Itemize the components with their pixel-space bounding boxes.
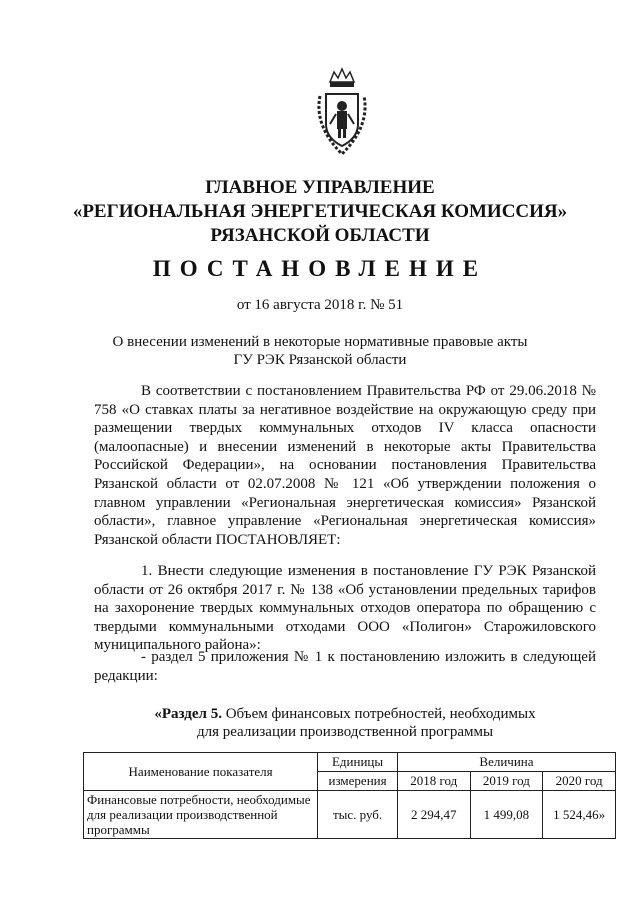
col-header-year-2020: 2020 год [543, 772, 616, 791]
col-header-unit-1: Единицы [318, 753, 398, 772]
row-value-2020: 1 524,46» [543, 791, 616, 839]
row-indicator-name: Финансовые потребности, необходимые для реализации производственной программы [84, 791, 318, 839]
clause-1-dash-paragraph: - раздел 5 приложения № 1 к постановлению изложить в следующей редакции: [94, 649, 596, 684]
row-unit: тыс. руб. [318, 791, 398, 839]
section-heading-line-2: для реализации производственной программы [196, 724, 494, 740]
document-title: ПОСТАНОВЛЕНИЕ [152, 256, 488, 281]
header-line-3: РЯЗАНСКОЙ ОБЛАСТИ [210, 225, 430, 246]
table-row [84, 791, 616, 839]
col-header-value: Величина [397, 753, 615, 772]
section-title-part: Объем финансовых потребностей, необходимых [221, 706, 536, 722]
subject-line-2: ГУ РЭК Рязанской области [233, 352, 407, 368]
header-line-1: ГЛАВНОЕ УПРАВЛЕНИЕ [205, 177, 435, 198]
date-number-line: от 16 августа 2018 г. № 51 [236, 297, 404, 313]
col-header-year-2018: 2018 год [397, 772, 470, 791]
header-line-2: «РЕГИОНАЛЬНАЯ ЭНЕРГЕТИЧЕСКАЯ КОМИССИЯ» [72, 201, 568, 222]
coat-of-arms-emblem [310, 66, 374, 158]
col-header-name: Наименование показателя [84, 753, 318, 791]
preamble-paragraph: В соответствии с постановлением Правительства РФ от 29.06.2018 № 758 «О ставках платы за негативное воздействие на окружающую среду при размещении твердых коммунальных отходов IV класса опасности (малоопасные) и внесении изменений в некоторые акты Правительства Российской Федерации», на основании постановления Правительства Рязанской области от 02.07.2008 № 121 «Об утверждении положения о главном управлении «Региональная энергетическая комиссия» Рязанской области», главное управление «Региональная энергетическая комиссия» Рязанской области ПОСТАНОВЛЯЕТ: [94, 383, 596, 548]
financial-needs-table [83, 752, 616, 839]
row-value-2019: 1 499,08 [470, 791, 543, 839]
section-heading-line-1 [130, 705, 560, 723]
row-value-2018: 2 294,47 [397, 791, 470, 839]
section-heading [130, 705, 560, 741]
subject-line-1: О внесении изменений в некоторые нормативные правовые акты [112, 334, 528, 350]
col-header-year-2019: 2019 год [470, 772, 543, 791]
section-number: «Раздел 5. [154, 706, 222, 722]
col-header-unit-2: измерения [318, 772, 398, 791]
document-subject [100, 333, 540, 369]
clause-1-paragraph: 1. Внести следующие изменения в постановление ГУ РЭК Рязанской области от 26 октября 2017 г. № 138 «Об установлении предельных тарифов на захоронение твердых коммунальных отходов оператора по обращению с твердыми коммунальными отходами ООО «Полигон» Старожиловского муниципального района»: [94, 563, 596, 654]
table-header-row [84, 753, 616, 772]
